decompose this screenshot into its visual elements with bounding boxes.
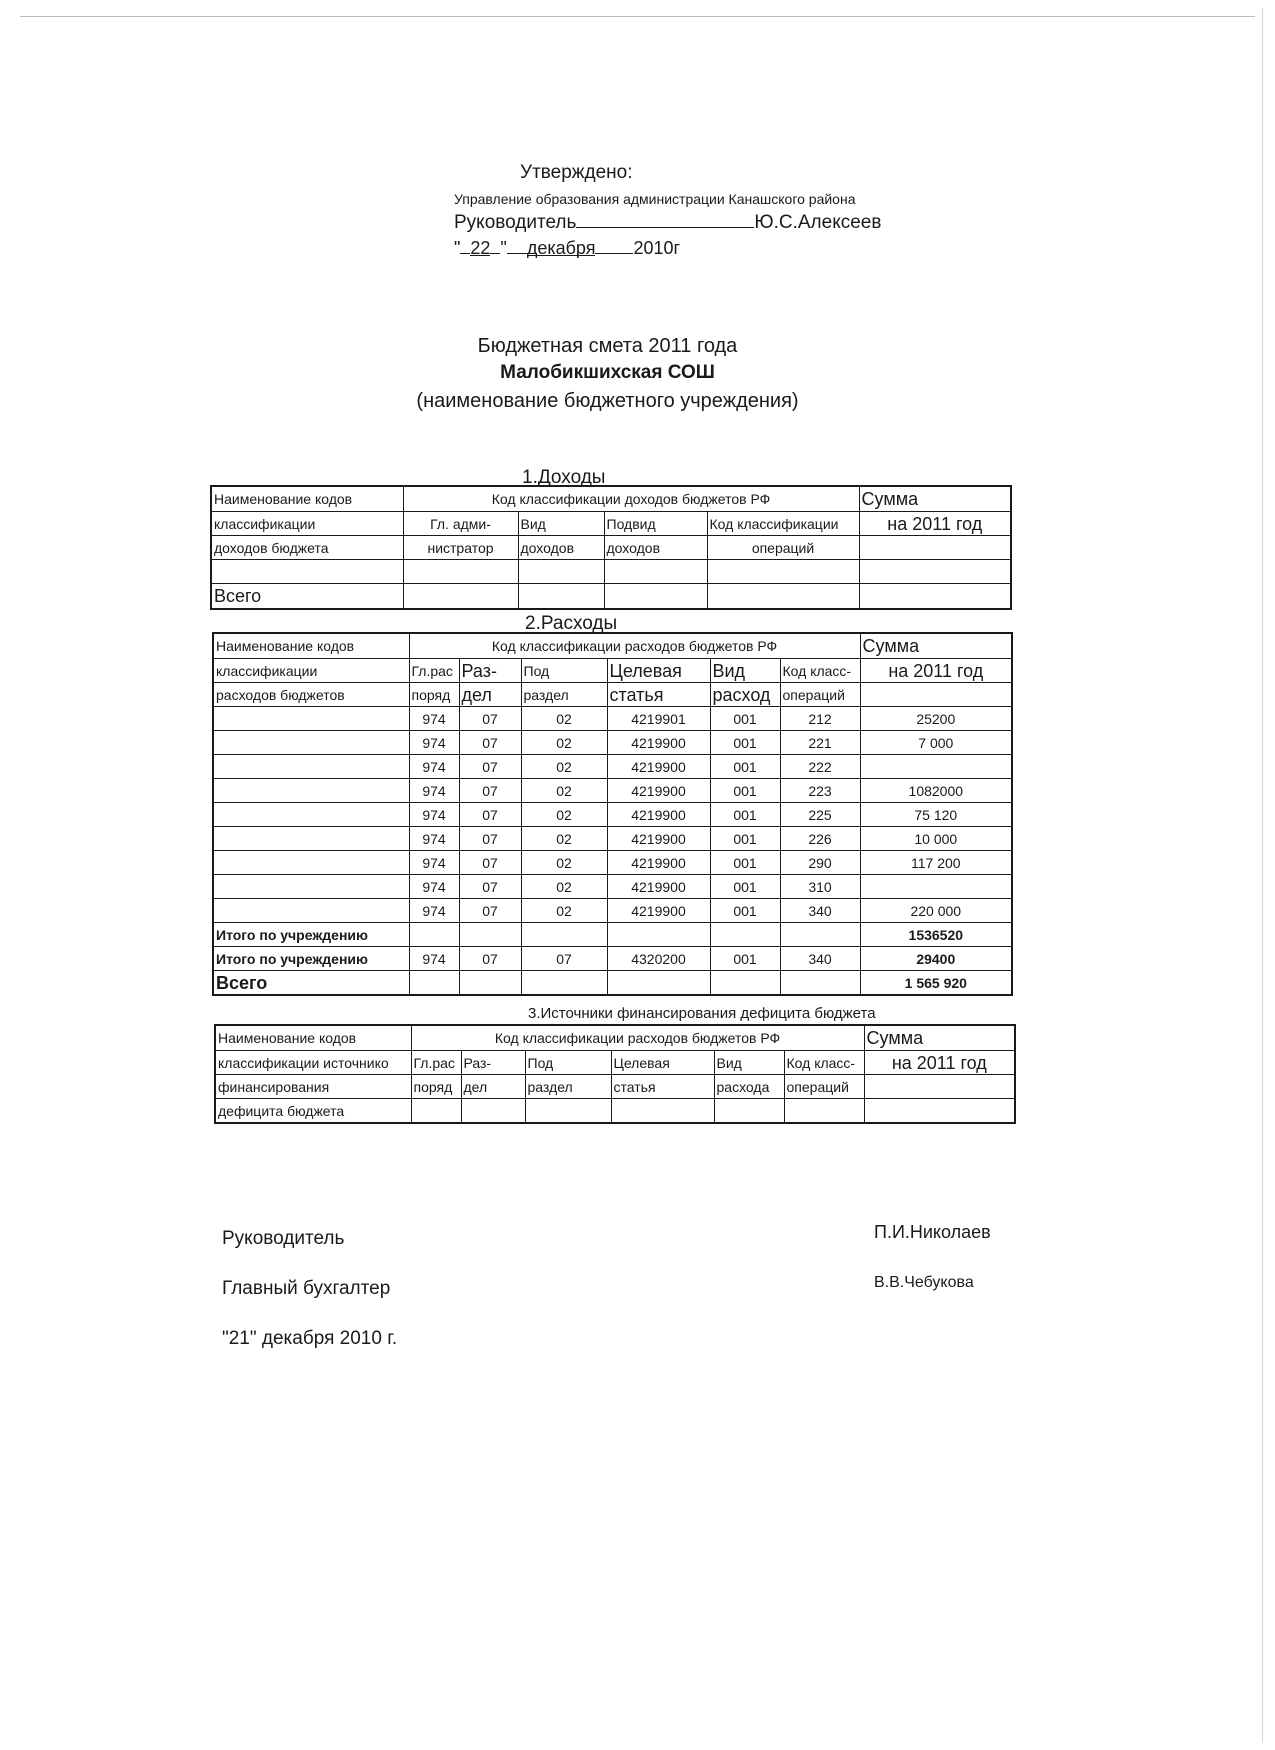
table-row	[213, 779, 1012, 803]
header-cell: классификации источнико	[215, 1051, 411, 1075]
header-sum-cell: Сумма	[864, 1025, 1015, 1051]
document-title: Бюджетная смета 2011 года	[477, 335, 738, 357]
empty-cell	[521, 971, 607, 996]
cell-stat: 4219900	[607, 875, 710, 899]
header-cell: расходов бюджетов	[213, 683, 409, 707]
cell-vid: 001	[710, 707, 780, 731]
header-cell: Вид	[710, 659, 780, 683]
underline	[460, 236, 470, 254]
header-cell: операций	[707, 536, 859, 560]
empty-cell	[211, 560, 403, 584]
cell-razdel: 07	[459, 755, 521, 779]
cell-razdel: 07	[459, 707, 521, 731]
cell-gl: 974	[409, 947, 459, 971]
empty-cell	[604, 584, 707, 610]
cell-gl: 974	[409, 731, 459, 755]
empty-cell	[611, 1099, 714, 1124]
header-cell: Подвид	[604, 512, 707, 536]
header-cell: Наименование кодов	[213, 633, 409, 659]
cell-stat: 4219900	[607, 779, 710, 803]
empty-cell	[864, 1099, 1015, 1124]
expenses-header-row	[213, 633, 1012, 659]
cell-gl: 974	[409, 875, 459, 899]
empty-cell	[403, 560, 518, 584]
empty-cell	[784, 1099, 864, 1124]
header-group-cell: Код классификации расходов бюджетов РФ	[409, 633, 860, 659]
header-cell: Гл.рас	[409, 659, 459, 683]
cell-razdel: 07	[459, 827, 521, 851]
empty-cell	[518, 560, 604, 584]
empty-cell	[409, 923, 459, 947]
cell-razdel: 07	[459, 875, 521, 899]
header-cell: классификации	[213, 659, 409, 683]
sources-section-title: 3.Источники финансирования дефицита бюджета	[528, 1005, 876, 1022]
approval-date-year: 2010г	[633, 238, 681, 258]
cell-podrazdel: 02	[521, 851, 607, 875]
table-row	[213, 707, 1012, 731]
cell-razdel: 07	[459, 947, 521, 971]
header-cell: Под	[525, 1051, 611, 1075]
cell-stat: 4219901	[607, 707, 710, 731]
cell-vid: 001	[710, 851, 780, 875]
cell-razdel: 07	[459, 779, 521, 803]
cell-sum	[860, 755, 1012, 779]
cell-vid: 001	[710, 947, 780, 971]
empty-cell	[411, 1099, 461, 1124]
header-cell: Наименование кодов	[211, 486, 403, 512]
header-sum-cell: Сумма	[859, 486, 1011, 512]
footer-head-name: П.И.Николаев	[874, 1222, 991, 1242]
empty-cell	[403, 584, 518, 610]
subtotal-row	[213, 947, 1012, 971]
cell-sum: 1082000	[860, 779, 1012, 803]
cell-vid: 001	[710, 899, 780, 923]
empty-cell	[525, 1099, 611, 1124]
cell-stat: 4219900	[607, 755, 710, 779]
document-organization: Малобикшихская СОШ	[500, 362, 715, 383]
expenses-header-row	[213, 683, 1012, 707]
header-cell: доходов	[604, 536, 707, 560]
sources-header-row	[215, 1051, 1015, 1075]
income-header-row	[211, 536, 1011, 560]
page-right-edge	[1262, 8, 1263, 1743]
cell-gl: 974	[409, 755, 459, 779]
cell-razdel: 07	[459, 803, 521, 827]
header-cell: операций	[784, 1075, 864, 1099]
header-cell: Код класс-	[784, 1051, 864, 1075]
empty-cell	[780, 971, 860, 996]
header-sum-cell: на 2011 год	[859, 512, 1011, 536]
sources-table	[214, 1024, 1016, 1124]
cell-podrazdel: 02	[521, 779, 607, 803]
empty-cell	[213, 803, 409, 827]
cell-razdel: 07	[459, 851, 521, 875]
empty-cell	[213, 731, 409, 755]
header-cell: раздел	[525, 1075, 611, 1099]
approval-head-name: Ю.С.Алексеев	[754, 212, 882, 233]
empty-cell	[710, 971, 780, 996]
income-total-row	[211, 584, 1011, 610]
header-sum-cell: на 2011 год	[864, 1051, 1015, 1075]
header-cell: Целевая	[607, 659, 710, 683]
empty-cell	[607, 923, 710, 947]
empty-cell	[521, 923, 607, 947]
cell-podrazdel: 02	[521, 803, 607, 827]
table-row	[213, 875, 1012, 899]
income-table	[210, 485, 1012, 610]
empty-cell	[607, 971, 710, 996]
cell-gl: 974	[409, 779, 459, 803]
empty-cell	[213, 755, 409, 779]
cell-gl: 974	[409, 899, 459, 923]
cell-stat: 4320200	[607, 947, 710, 971]
approval-org: Управление образования администрации Канашского района	[454, 191, 856, 207]
sources-header-row	[215, 1025, 1015, 1051]
income-header-row	[211, 486, 1011, 512]
empty-cell	[213, 899, 409, 923]
cell-podrazdel: 02	[521, 731, 607, 755]
table-row	[213, 851, 1012, 875]
cell-kod: 225	[780, 803, 860, 827]
empty-cell	[213, 707, 409, 731]
header-cell: расход	[710, 683, 780, 707]
cell-kod: 226	[780, 827, 860, 851]
header-cell: финансирования	[215, 1075, 411, 1099]
header-cell: дел	[459, 683, 521, 707]
approval-date-day: 22	[470, 238, 491, 258]
empty-cell	[707, 560, 859, 584]
cell-stat: 4219900	[607, 803, 710, 827]
cell-gl: 974	[409, 803, 459, 827]
cell-vid: 001	[710, 803, 780, 827]
approval-date-month: декабря	[526, 238, 596, 258]
cell-sum: 25200	[860, 707, 1012, 731]
table-row	[213, 827, 1012, 851]
cell-sum: 117 200	[860, 851, 1012, 875]
empty-cell	[714, 1099, 784, 1124]
cell-razdel: 07	[459, 899, 521, 923]
date-quote-close: "	[500, 238, 507, 258]
approval-head-line	[454, 210, 881, 234]
underline	[507, 236, 527, 254]
header-group-cell: Код классификации расходов бюджетов РФ	[411, 1025, 864, 1051]
expenses-header-row	[213, 659, 1012, 683]
header-cell: Гл. адми-	[403, 512, 518, 536]
cell-kod: 290	[780, 851, 860, 875]
header-cell: поряд	[411, 1075, 461, 1099]
header-cell: Код классификации	[707, 512, 859, 536]
expenses-table	[212, 632, 1013, 996]
empty-cell	[710, 923, 780, 947]
subtotal-label: Итого по учреждению	[213, 947, 409, 971]
empty-cell	[213, 851, 409, 875]
expenses-total-row	[213, 971, 1012, 996]
empty-cell	[409, 971, 459, 996]
header-cell: Раз-	[461, 1051, 525, 1075]
cell-gl: 974	[409, 707, 459, 731]
cell-kod: 212	[780, 707, 860, 731]
empty-cell	[518, 584, 604, 610]
cell-gl: 974	[409, 851, 459, 875]
cell-podrazdel: 02	[521, 875, 607, 899]
header-cell: Гл.рас	[411, 1051, 461, 1075]
cell-vid: 001	[710, 755, 780, 779]
empty-cell	[213, 827, 409, 851]
cell-stat: 4219900	[607, 731, 710, 755]
empty-cell	[459, 971, 521, 996]
approval-date-line	[454, 236, 680, 259]
header-cell: Вид	[518, 512, 604, 536]
cell-kod: 222	[780, 755, 860, 779]
expenses-body	[213, 707, 1012, 923]
table-row	[213, 803, 1012, 827]
footer-head-label: Руководитель	[222, 1228, 345, 1249]
table-row	[213, 731, 1012, 755]
cell-sum	[860, 875, 1012, 899]
cell-podrazdel: 02	[521, 827, 607, 851]
cell-vid: 001	[710, 875, 780, 899]
header-cell: классификации	[211, 512, 403, 536]
empty-cell	[213, 875, 409, 899]
cell-podrazdel: 02	[521, 707, 607, 731]
table-row	[211, 560, 1011, 584]
table-row	[213, 755, 1012, 779]
cell-stat: 4219900	[607, 899, 710, 923]
header-sum-cell: Сумма	[860, 633, 1012, 659]
expenses-total-sum: 1 565 920	[860, 971, 1012, 996]
empty-cell	[459, 923, 521, 947]
header-cell: Код класс-	[780, 659, 860, 683]
subtotal-row	[213, 923, 1012, 947]
income-total-label: Всего	[211, 584, 403, 610]
expenses-section-title: 2.Расходы	[525, 613, 618, 634]
cell-vid: 001	[710, 779, 780, 803]
footer-accountant-label: Главный бухгалтер	[222, 1278, 391, 1299]
empty-cell	[860, 683, 1012, 707]
header-cell: статья	[611, 1075, 714, 1099]
cell-stat: 4219900	[607, 851, 710, 875]
cell-kod: 340	[780, 899, 860, 923]
cell-vid: 001	[710, 827, 780, 851]
header-cell: Наименование кодов	[215, 1025, 411, 1051]
empty-cell	[213, 779, 409, 803]
cell-razdel: 07	[459, 731, 521, 755]
approval-title: Утверждено:	[520, 162, 633, 183]
header-cell: Под	[521, 659, 607, 683]
sources-header-row	[215, 1075, 1015, 1099]
header-cell: раздел	[521, 683, 607, 707]
empty-cell	[859, 536, 1011, 560]
empty-cell	[780, 923, 860, 947]
date-quote-open: "	[454, 238, 461, 258]
subtotal-sum: 29400	[860, 947, 1012, 971]
header-cell: Целевая	[611, 1051, 714, 1075]
header-cell: расхода	[714, 1075, 784, 1099]
cell-kod: 310	[780, 875, 860, 899]
empty-cell	[864, 1075, 1015, 1099]
header-sum-cell: на 2011 год	[860, 659, 1012, 683]
cell-kod: 340	[780, 947, 860, 971]
cell-podrazdel: 02	[521, 899, 607, 923]
cell-vid: 001	[710, 731, 780, 755]
header-cell: статья	[607, 683, 710, 707]
document-subtitle: (наименование бюджетного учреждения)	[416, 390, 799, 412]
table-row	[213, 899, 1012, 923]
underline	[490, 236, 500, 254]
header-cell: поряд	[409, 683, 459, 707]
cell-podrazdel: 02	[521, 755, 607, 779]
empty-cell	[604, 560, 707, 584]
empty-cell	[859, 584, 1011, 610]
header-group-cell: Код классификации доходов бюджетов РФ	[403, 486, 859, 512]
subtotal-label: Итого по учреждению	[213, 923, 409, 947]
cell-sum: 75 120	[860, 803, 1012, 827]
empty-cell	[859, 560, 1011, 584]
cell-podrazdel: 07	[521, 947, 607, 971]
header-cell: доходов	[518, 536, 604, 560]
cell-gl: 974	[409, 827, 459, 851]
expenses-total-label: Всего	[213, 971, 409, 996]
header-cell: операций	[780, 683, 860, 707]
underline	[595, 236, 633, 254]
header-cell: Раз-	[459, 659, 521, 683]
header-cell: нистратор	[403, 536, 518, 560]
income-header-row	[211, 512, 1011, 536]
header-cell: дел	[461, 1075, 525, 1099]
page-top-edge	[20, 16, 1255, 17]
footer-date: "21" декабря 2010 г.	[222, 1328, 398, 1349]
cell-stat: 4219900	[607, 827, 710, 851]
empty-cell	[461, 1099, 525, 1124]
header-cell: дефицита бюджета	[215, 1099, 411, 1124]
approval-head-label: Руководитель	[454, 212, 577, 233]
sources-header-row	[215, 1099, 1015, 1124]
subtotal-sum: 1536520	[860, 923, 1012, 947]
empty-cell	[707, 584, 859, 610]
signature-line	[576, 210, 754, 228]
cell-sum: 7 000	[860, 731, 1012, 755]
cell-kod: 223	[780, 779, 860, 803]
cell-kod: 221	[780, 731, 860, 755]
footer-accountant-name: В.В.Чебукова	[874, 1274, 974, 1291]
cell-sum: 220 000	[860, 899, 1012, 923]
cell-sum: 10 000	[860, 827, 1012, 851]
income-section-title: 1.Доходы	[522, 467, 606, 488]
header-cell: доходов бюджета	[211, 536, 403, 560]
header-cell: Вид	[714, 1051, 784, 1075]
